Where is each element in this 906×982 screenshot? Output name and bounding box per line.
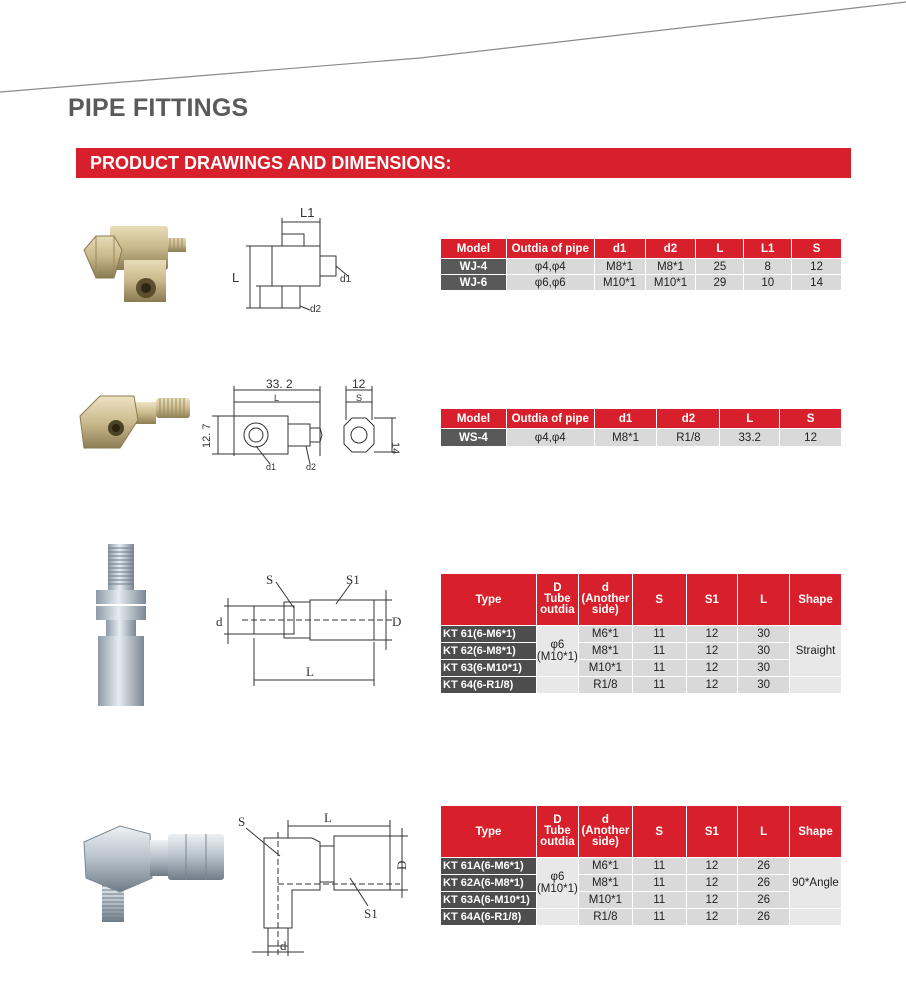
table-cell: 26 <box>738 875 790 892</box>
ws-dim-width: 14 <box>389 442 401 455</box>
table-cell: R1/8 <box>578 909 632 926</box>
table-cell: 10 <box>744 275 792 291</box>
table-row <box>441 909 842 926</box>
cell-line: (M10*1) <box>536 651 578 663</box>
table-cell: M8*1 <box>578 643 632 660</box>
table-cell: 12 <box>780 429 842 447</box>
model-cell: WS-4 <box>441 429 507 447</box>
header-cell: Outdia of pipe <box>506 409 594 429</box>
table-cell: 29 <box>696 275 744 291</box>
ws-fitting-photo <box>76 386 194 456</box>
table-cell: 12 <box>686 909 738 926</box>
table-cell: 26 <box>738 858 790 875</box>
header-cell: Shape <box>790 574 842 626</box>
table-cell: 11 <box>632 858 686 875</box>
header-cell-tube-outdia <box>536 574 578 626</box>
table-cell: M8*1 <box>578 875 632 892</box>
kt-angle-spec-table <box>440 805 842 926</box>
table-row <box>441 275 842 291</box>
table-cell: M10*1 <box>645 275 696 291</box>
header-line: D <box>553 582 562 594</box>
header-cell: d2 <box>657 409 720 429</box>
table-cell: 11 <box>632 660 686 677</box>
table-cell: M10*1 <box>594 275 645 291</box>
table-cell: R1/8 <box>578 677 632 694</box>
section-header: PRODUCT DRAWINGS AND DIMENSIONS: <box>76 148 851 178</box>
table-cell: 12 <box>686 626 738 643</box>
kt-straight-dim-L: L <box>306 664 314 679</box>
table-row <box>441 677 842 694</box>
shape-cell: 90*Angle <box>789 858 841 909</box>
table-cell: R1/8 <box>657 429 720 447</box>
table-row <box>441 429 842 447</box>
shape-cell: Straight <box>790 626 842 677</box>
kt-angle-dim-s: S <box>238 814 246 829</box>
ws-dim-s-value: 12 <box>352 377 366 391</box>
table-cell: 11 <box>632 909 686 926</box>
table-cell: M10*1 <box>578 892 632 909</box>
table-cell: 30 <box>738 626 790 643</box>
table-cell: φ6,φ6 <box>506 275 594 291</box>
cell-line: φ6 <box>550 871 565 883</box>
ws-dim-l: L <box>274 393 280 403</box>
table-cell: 11 <box>632 643 686 660</box>
type-cell: KT 64(6-R1/8) <box>441 677 537 694</box>
header-cell: L <box>720 409 780 429</box>
table-cell: 12 <box>686 875 738 892</box>
header-cell: L <box>696 239 744 259</box>
kt-angle-dim-s1: S1 <box>364 906 378 921</box>
table-cell: 12 <box>686 892 738 909</box>
table-cell: M10*1 <box>578 660 632 677</box>
header-cell: Type <box>441 806 537 858</box>
ws-dim-d1: d1 <box>266 462 277 472</box>
table-header-row <box>441 409 842 429</box>
tube-outdia-cell <box>536 858 578 909</box>
header-line: outdia <box>540 836 575 848</box>
table-header-row <box>441 239 842 259</box>
header-cell: d2 <box>645 239 696 259</box>
table-cell: 30 <box>738 643 790 660</box>
header-cell: Type <box>441 574 537 626</box>
table-row <box>441 858 842 875</box>
table-row <box>441 660 842 677</box>
table-cell: 12 <box>686 858 738 875</box>
kt-straight-dim-D: D <box>392 614 402 629</box>
header-cell-another-side <box>578 574 632 626</box>
type-cell: KT 61(6-M6*1) <box>441 626 537 643</box>
header-cell: L <box>738 574 790 626</box>
table-row <box>441 259 842 275</box>
table-cell: M8*1 <box>645 259 696 275</box>
header-cell: Model <box>441 239 507 259</box>
wj-technical-drawing <box>226 198 356 320</box>
kt-angle-dim-d: d <box>280 938 287 953</box>
header-line: side) <box>591 836 619 848</box>
type-cell: KT 61A(6-M6*1) <box>441 858 537 875</box>
table-cell: 12 <box>792 259 842 275</box>
table-cell: 26 <box>738 892 790 909</box>
table-cell <box>536 677 578 694</box>
model-cell: WJ-4 <box>441 259 507 275</box>
table-header-row <box>441 574 842 626</box>
header-line: d <box>601 814 609 826</box>
kt-angle-technical-drawing <box>232 808 412 960</box>
table-row <box>441 875 842 892</box>
header-cell: S1 <box>686 574 738 626</box>
header-cell-another-side <box>578 806 632 858</box>
kt-straight-dim-d: d <box>216 614 223 629</box>
table-cell: 8 <box>744 259 792 275</box>
ws-dim-height: 12. 7 <box>201 423 213 448</box>
header-line: D <box>553 814 562 826</box>
header-cell: Outdia of pipe <box>506 239 594 259</box>
table-header-row <box>441 806 842 858</box>
table-row <box>441 892 842 909</box>
table-cell: M8*1 <box>594 259 645 275</box>
cell-line: φ6 <box>550 639 565 651</box>
wj-fitting-photo <box>78 218 190 314</box>
ws-spec-table <box>440 408 842 447</box>
header-cell: S <box>632 574 686 626</box>
wj-dim-l: L <box>232 270 240 285</box>
cell-line: (M10*1) <box>536 883 578 895</box>
ws-dim-d2: d2 <box>306 462 317 472</box>
table-cell: 30 <box>738 677 790 694</box>
wj-spec-table <box>440 238 842 291</box>
decorative-top-line <box>0 0 906 100</box>
tube-outdia-cell <box>536 626 578 677</box>
header-cell: S <box>632 806 686 858</box>
table-cell: φ4,φ4 <box>506 259 594 275</box>
table-cell: M6*1 <box>578 858 632 875</box>
kt-angle-fitting-photo <box>80 822 228 926</box>
model-cell: WJ-6 <box>441 275 507 291</box>
ws-technical-drawing <box>196 376 406 472</box>
table-cell: M8*1 <box>594 429 657 447</box>
header-line: d <box>601 582 609 594</box>
table-cell: 11 <box>632 677 686 694</box>
header-line: outdia <box>540 604 575 616</box>
kt-straight-dim-s: S <box>266 572 274 587</box>
header-cell: S1 <box>686 806 738 858</box>
kt-angle-dim-D: D <box>394 860 409 870</box>
header-line: (Another <box>581 825 630 837</box>
table-cell: 26 <box>738 909 790 926</box>
kt-angle-dim-L: L <box>324 810 332 825</box>
header-line: side) <box>591 604 619 616</box>
table-cell <box>536 909 578 926</box>
table-cell <box>790 677 842 694</box>
header-cell: Shape <box>789 806 841 858</box>
wj-dim-l1: L1 <box>300 205 315 220</box>
wj-dim-d1: d1 <box>340 274 352 285</box>
table-cell: 12 <box>686 660 738 677</box>
table-cell: 25 <box>696 259 744 275</box>
kt-straight-fitting-photo <box>88 540 154 710</box>
page-title: PIPE FITTINGS <box>68 94 249 122</box>
header-line: (Another <box>581 593 630 605</box>
header-cell: d1 <box>594 239 645 259</box>
table-cell <box>789 909 841 926</box>
table-cell: M6*1 <box>578 626 632 643</box>
type-cell: KT 63(6-M10*1) <box>441 660 537 677</box>
header-line: Tube <box>544 593 571 605</box>
header-cell: S <box>792 239 842 259</box>
header-line: Tube <box>544 825 571 837</box>
header-cell: d1 <box>594 409 657 429</box>
table-cell: 33.2 <box>720 429 780 447</box>
header-cell: S <box>780 409 842 429</box>
header-cell: Model <box>441 409 507 429</box>
type-cell: KT 62A(6-M8*1) <box>441 875 537 892</box>
type-cell: KT 62(6-M8*1) <box>441 643 537 660</box>
type-cell: KT 64A(6-R1/8) <box>441 909 537 926</box>
table-cell: 30 <box>738 660 790 677</box>
kt-straight-spec-table <box>440 573 842 694</box>
table-cell: 12 <box>686 643 738 660</box>
header-cell-tube-outdia <box>536 806 578 858</box>
table-cell: φ4,φ4 <box>506 429 594 447</box>
ws-dim-overall-length: 33. 2 <box>266 377 293 391</box>
table-cell: 11 <box>632 875 686 892</box>
table-row <box>441 626 842 643</box>
table-cell: 14 <box>792 275 842 291</box>
header-cell: L1 <box>744 239 792 259</box>
table-cell: 11 <box>632 626 686 643</box>
table-row <box>441 643 842 660</box>
kt-straight-dim-s1: S1 <box>346 572 360 587</box>
wj-dim-d2: d2 <box>310 304 322 315</box>
type-cell: KT 63A(6-M10*1) <box>441 892 537 909</box>
table-cell: 11 <box>632 892 686 909</box>
kt-straight-technical-drawing <box>206 568 406 690</box>
ws-dim-s: S <box>356 393 363 403</box>
table-cell: 12 <box>686 677 738 694</box>
header-cell: L <box>738 806 790 858</box>
